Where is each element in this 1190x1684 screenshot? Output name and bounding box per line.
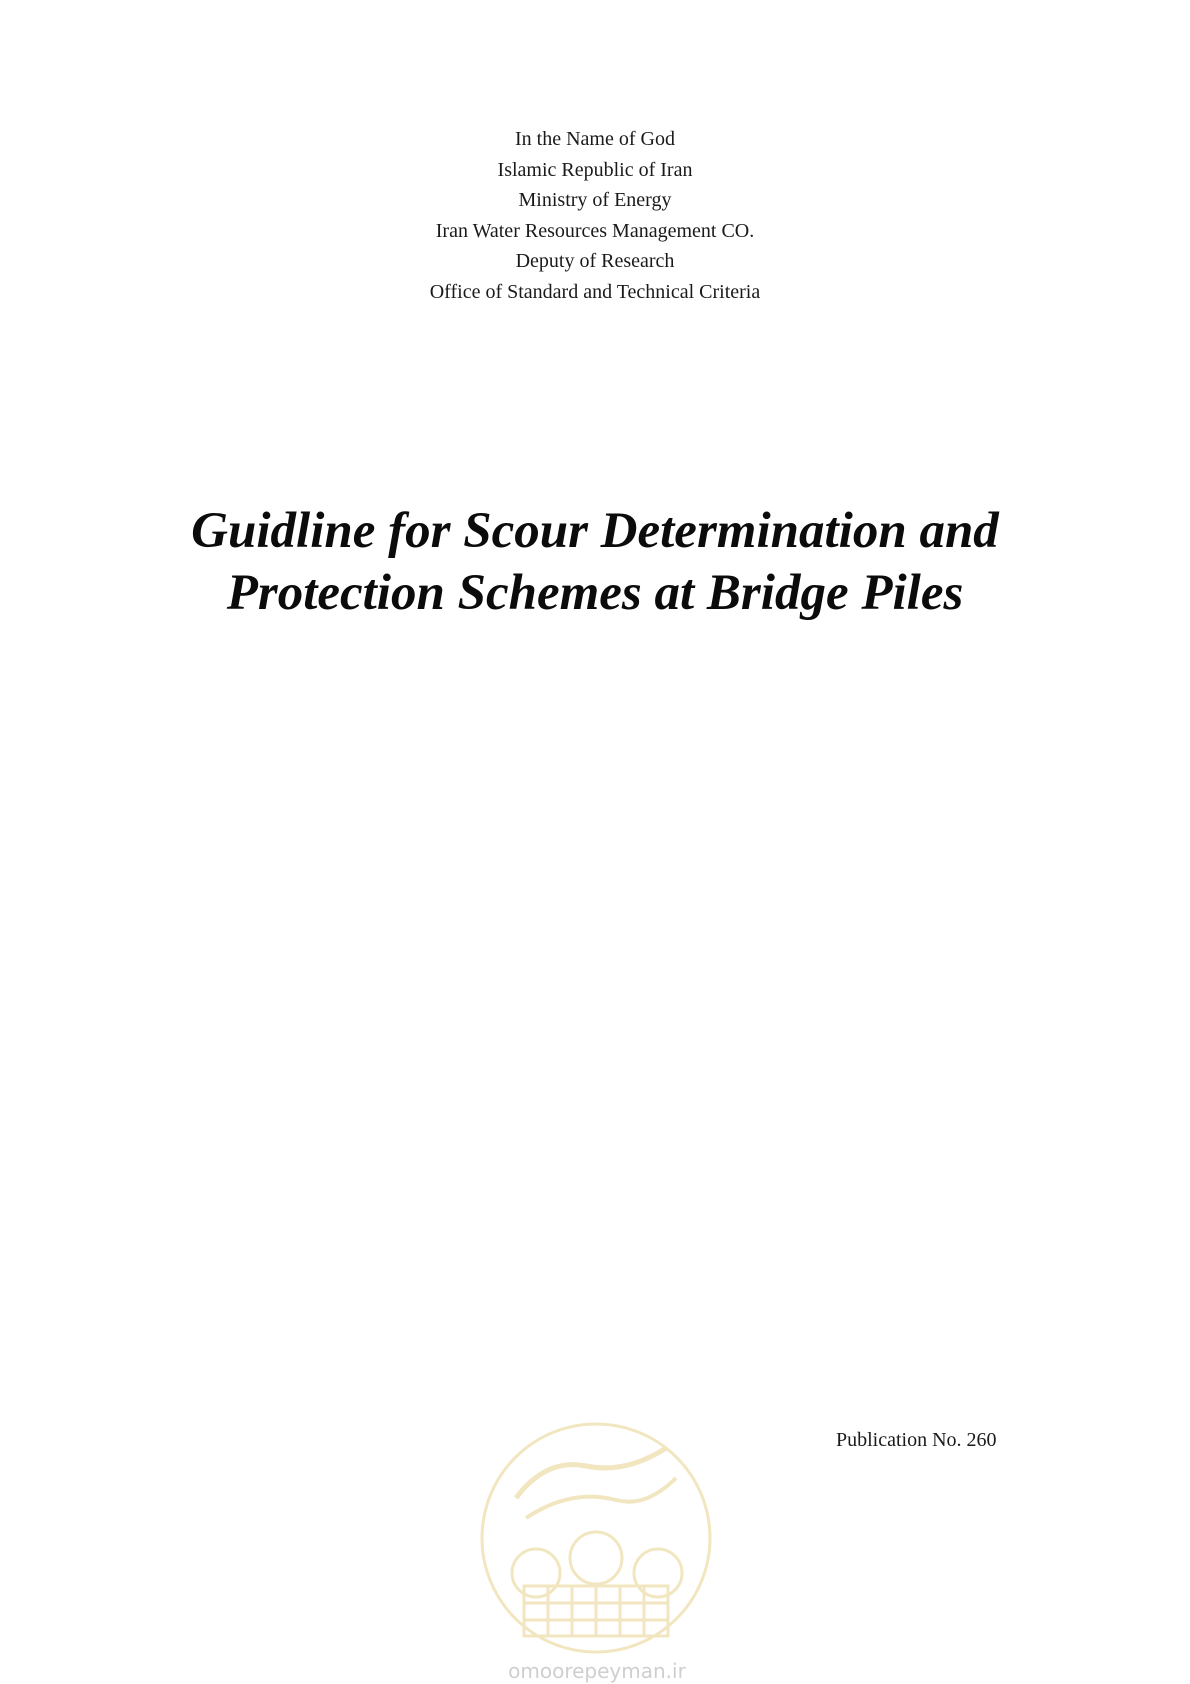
header-line-1: In the Name of God — [515, 128, 675, 150]
issuer-header — [0, 124, 1190, 307]
publication-number: Publication No. 260 — [836, 1429, 997, 1451]
document-title — [0, 500, 1190, 624]
header-line-5: Deputy of Research — [515, 250, 675, 272]
header-line-3: Ministry of Energy — [518, 189, 672, 211]
watermark-caption: omoorepeyman.ir — [508, 1659, 686, 1683]
header-line-6: Office of Standard and Technical Criteria — [429, 280, 761, 303]
title-line-2: Protection Schemes at Bridge Piles — [226, 565, 964, 621]
watermark-logo — [476, 1418, 716, 1658]
header-line-4: Iran Water Resources Management CO. — [435, 219, 755, 242]
header-line-2: Islamic Republic of Iran — [497, 158, 693, 181]
title-line-1: Guidline for Scour Determination and — [191, 503, 999, 559]
